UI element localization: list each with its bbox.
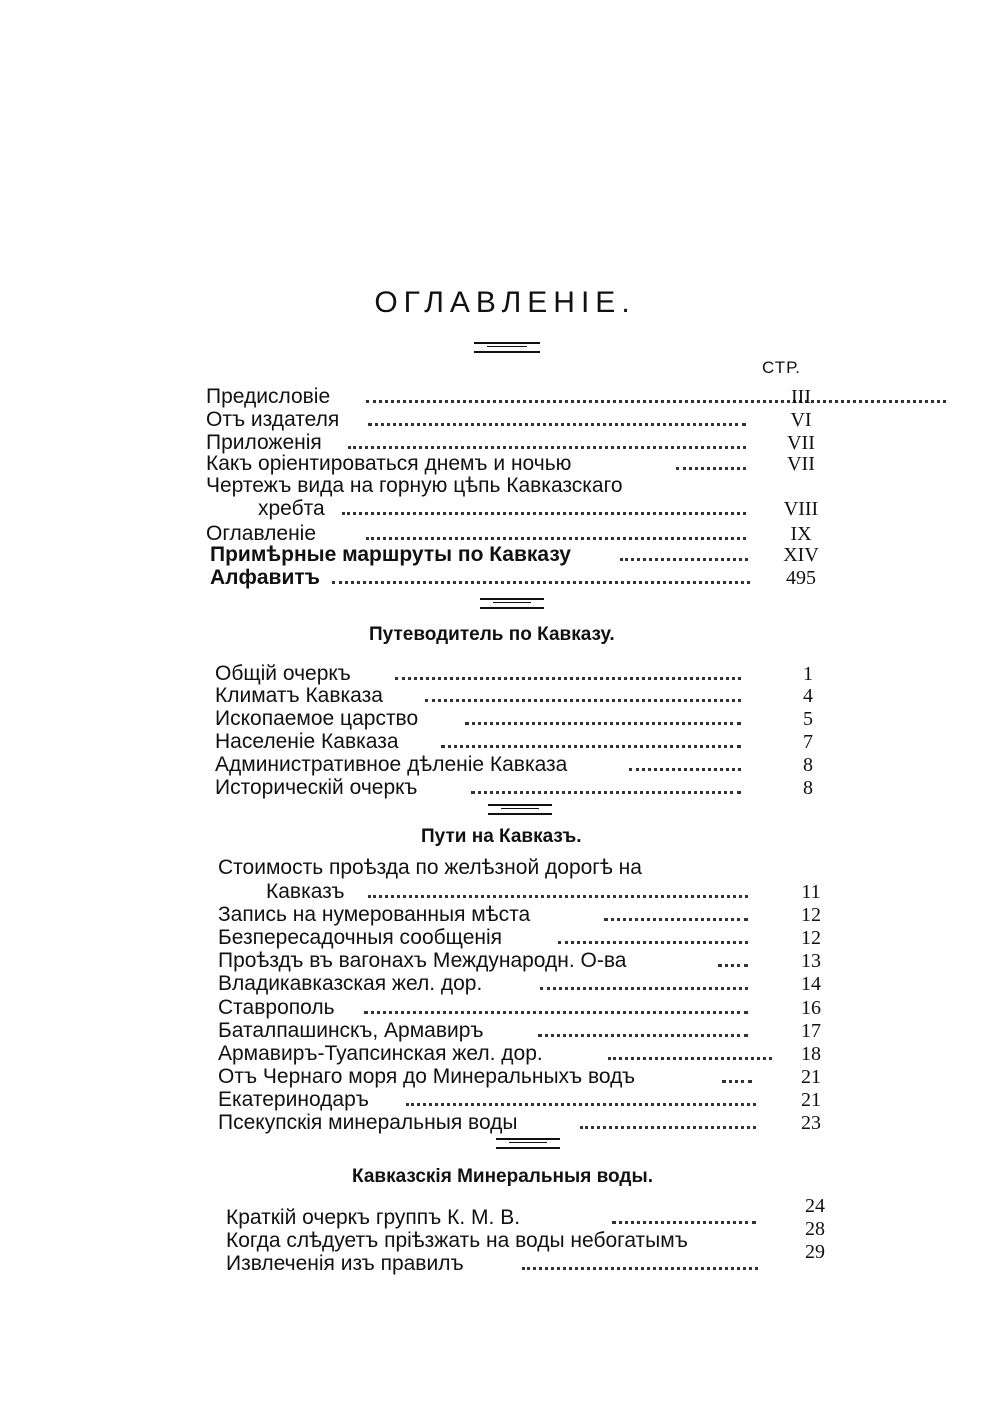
toc-entry-title-continuation: Кавказъ [266, 880, 345, 903]
leader-dots [425, 699, 741, 702]
leader-dots [629, 768, 741, 771]
toc-entry[interactable] [218, 1111, 821, 1135]
toc-entry-title: Общій очеркъ [215, 662, 351, 685]
toc-entry-page: 12 [801, 904, 821, 926]
toc-entry-title: Историческій очеркъ [215, 776, 418, 799]
toc-entry-page: 23 [801, 1112, 821, 1134]
toc-entry-title: Примѣрные маршруты по Кавказу [210, 543, 571, 566]
toc-entry[interactable] [206, 474, 806, 498]
toc-entry[interactable] [215, 776, 815, 800]
toc-entry-page: 8 [803, 754, 813, 776]
toc-entry[interactable] [218, 903, 821, 927]
leader-dots [441, 745, 741, 748]
toc-entry-title: Административное дѣленіе Кавказа [215, 753, 568, 776]
leader-dots [620, 558, 748, 561]
toc-entry-title: Какъ оріентироваться днемъ и ночью [206, 452, 572, 475]
toc-entry-title: Приложенія [206, 431, 322, 454]
toc-entry[interactable] [206, 452, 815, 476]
toc-entry[interactable] [206, 408, 812, 432]
divider-rule [480, 598, 544, 609]
toc-entry-title: Стоимость проѣзда по желѣзной дорогѣ на [218, 856, 642, 879]
toc-entry-page: III [791, 386, 811, 408]
toc-entry-title: Отъ Чернаго моря до Минеральныхъ водъ [218, 1065, 636, 1088]
toc-entry-title: Предисловіе [206, 385, 331, 408]
leader-dots [522, 1267, 758, 1270]
toc-entry[interactable] [210, 543, 819, 567]
toc-entry-title: Ставрополь [218, 996, 335, 1019]
leader-dots [406, 1103, 756, 1106]
section-heading: Пути на Кавказъ. [421, 826, 582, 847]
toc-entry-continuation[interactable] [218, 880, 821, 904]
leader-dots [368, 895, 748, 898]
toc-entry-title: Когда слѣдуетъ пріѣзжать на воды небогатымъ [226, 1229, 688, 1252]
toc-entry-page: VI [790, 409, 812, 431]
toc-entry[interactable] [226, 1195, 826, 1230]
toc-entry-page: 7 [803, 731, 813, 753]
section-heading: Кавказскія Минеральныя воды. [352, 1166, 653, 1187]
toc-entry[interactable] [215, 684, 815, 708]
leader-dots [612, 1221, 756, 1224]
leader-dots [332, 581, 750, 584]
leader-dots [558, 941, 748, 944]
toc-entry-title: Екатеринодаръ [218, 1088, 369, 1111]
toc-entry-page: 21 [801, 1066, 821, 1088]
toc-entry-page: 8 [803, 777, 813, 799]
toc-entry-page: 24 [805, 1195, 825, 1217]
toc-entry-page: 29 [805, 1241, 825, 1263]
toc-entry-title: Владикавказская жел. дор. [218, 972, 483, 995]
toc-entry-title: Алфавитъ [210, 566, 320, 589]
toc-entry[interactable] [215, 662, 815, 686]
divider-rule [488, 804, 552, 815]
toc-entry-title: Населеніе Кавказа [215, 730, 399, 753]
toc-entry[interactable] [215, 707, 815, 731]
toc-entry[interactable] [218, 972, 821, 996]
toc-entry-title-continuation: хребта [258, 497, 325, 520]
toc-entry-title: Климатъ Кавказа [215, 684, 383, 707]
toc-entry[interactable] [218, 926, 821, 950]
toc-entry-page: 1 [803, 663, 813, 685]
leader-dots [465, 722, 741, 725]
leader-dots [366, 537, 746, 540]
leader-dots [580, 1126, 756, 1129]
leader-dots [348, 446, 746, 449]
toc-entry-title: Оглавленіе [206, 522, 317, 545]
toc-entry[interactable] [215, 730, 815, 754]
page-column-label: СТР. [762, 358, 801, 377]
toc-entry-page: 12 [801, 927, 821, 949]
toc-entry-title: Запись на нумерованныя мѣста [218, 903, 531, 926]
divider-rule [474, 342, 540, 353]
toc-entry[interactable] [210, 566, 816, 590]
toc-entry-title: Ископаемое царство [215, 707, 419, 730]
toc-entry[interactable] [218, 1088, 821, 1112]
toc-entry[interactable] [226, 1218, 826, 1253]
leader-dots [538, 1034, 748, 1037]
toc-entry-page: XIV [783, 544, 819, 566]
toc-entry-title: Баталпашинскъ, Армавиръ [218, 1019, 484, 1042]
leader-dots [366, 400, 946, 403]
toc-entry-page: VII [787, 453, 815, 475]
toc-entry-page: 14 [801, 973, 821, 995]
toc-entry[interactable] [218, 1065, 821, 1089]
toc-entry-title: Краткій очеркъ группъ К. М. В. [226, 1206, 521, 1229]
toc-entry-page: 13 [801, 950, 821, 972]
leader-dots [364, 1011, 748, 1014]
toc-entry[interactable] [226, 1241, 826, 1276]
toc-entry-title: Чертежъ вида на горную цѣпь Кавказскаго [206, 474, 623, 497]
leader-dots [604, 918, 748, 921]
toc-entry-title: Отъ издателя [206, 408, 340, 431]
toc-entry-title: Безпересадочныя сообщенія [218, 926, 503, 949]
toc-entry-title: Армавиръ-Туапсинская жел. дор. [218, 1042, 543, 1065]
page-title: ОГЛАВЛЕНІЕ. [374, 286, 636, 319]
leader-dots [540, 987, 748, 990]
leader-dots [608, 1057, 772, 1060]
toc-entry-page: 11 [801, 881, 821, 903]
leader-dots [342, 512, 746, 515]
toc-entry[interactable] [215, 753, 815, 777]
leader-dots [395, 677, 741, 680]
toc-entry-page: VIII [783, 498, 819, 520]
toc-entry-title: Проѣздъ въ вагонахъ Международн. О-ва [218, 949, 627, 972]
leader-dots [722, 1080, 752, 1083]
toc-entry-continuation[interactable] [206, 497, 819, 521]
toc-entry-page: 495 [786, 567, 816, 589]
toc-entry-page: 16 [801, 997, 821, 1019]
toc-entry[interactable] [218, 1019, 821, 1043]
leader-dots [718, 964, 748, 967]
toc-entry[interactable] [218, 949, 821, 973]
leader-dots [471, 791, 741, 794]
toc-entry-page: 18 [801, 1043, 821, 1065]
toc-entry[interactable] [218, 996, 821, 1020]
toc-entry-page: 28 [805, 1218, 825, 1240]
toc-entry[interactable] [206, 385, 811, 409]
toc-entry-page: 4 [803, 685, 813, 707]
toc-entry-page: 21 [801, 1089, 821, 1111]
divider-rule [496, 1138, 560, 1149]
toc-entry-title: Извлеченія изъ правилъ [226, 1252, 464, 1275]
toc-entry[interactable] [218, 856, 818, 880]
toc-entry-title: Псекупскія минеральныя воды [218, 1111, 518, 1134]
section-heading: Путеводитель по Кавказу. [369, 624, 615, 645]
toc-entry[interactable] [218, 1042, 821, 1066]
toc-entry-page: 5 [803, 708, 813, 730]
toc-entry-page: IX [790, 523, 812, 545]
toc-entry-page: VII [787, 432, 815, 454]
leader-dots [368, 423, 746, 426]
leader-dots [676, 467, 746, 470]
toc-entry-page: 17 [801, 1020, 821, 1042]
